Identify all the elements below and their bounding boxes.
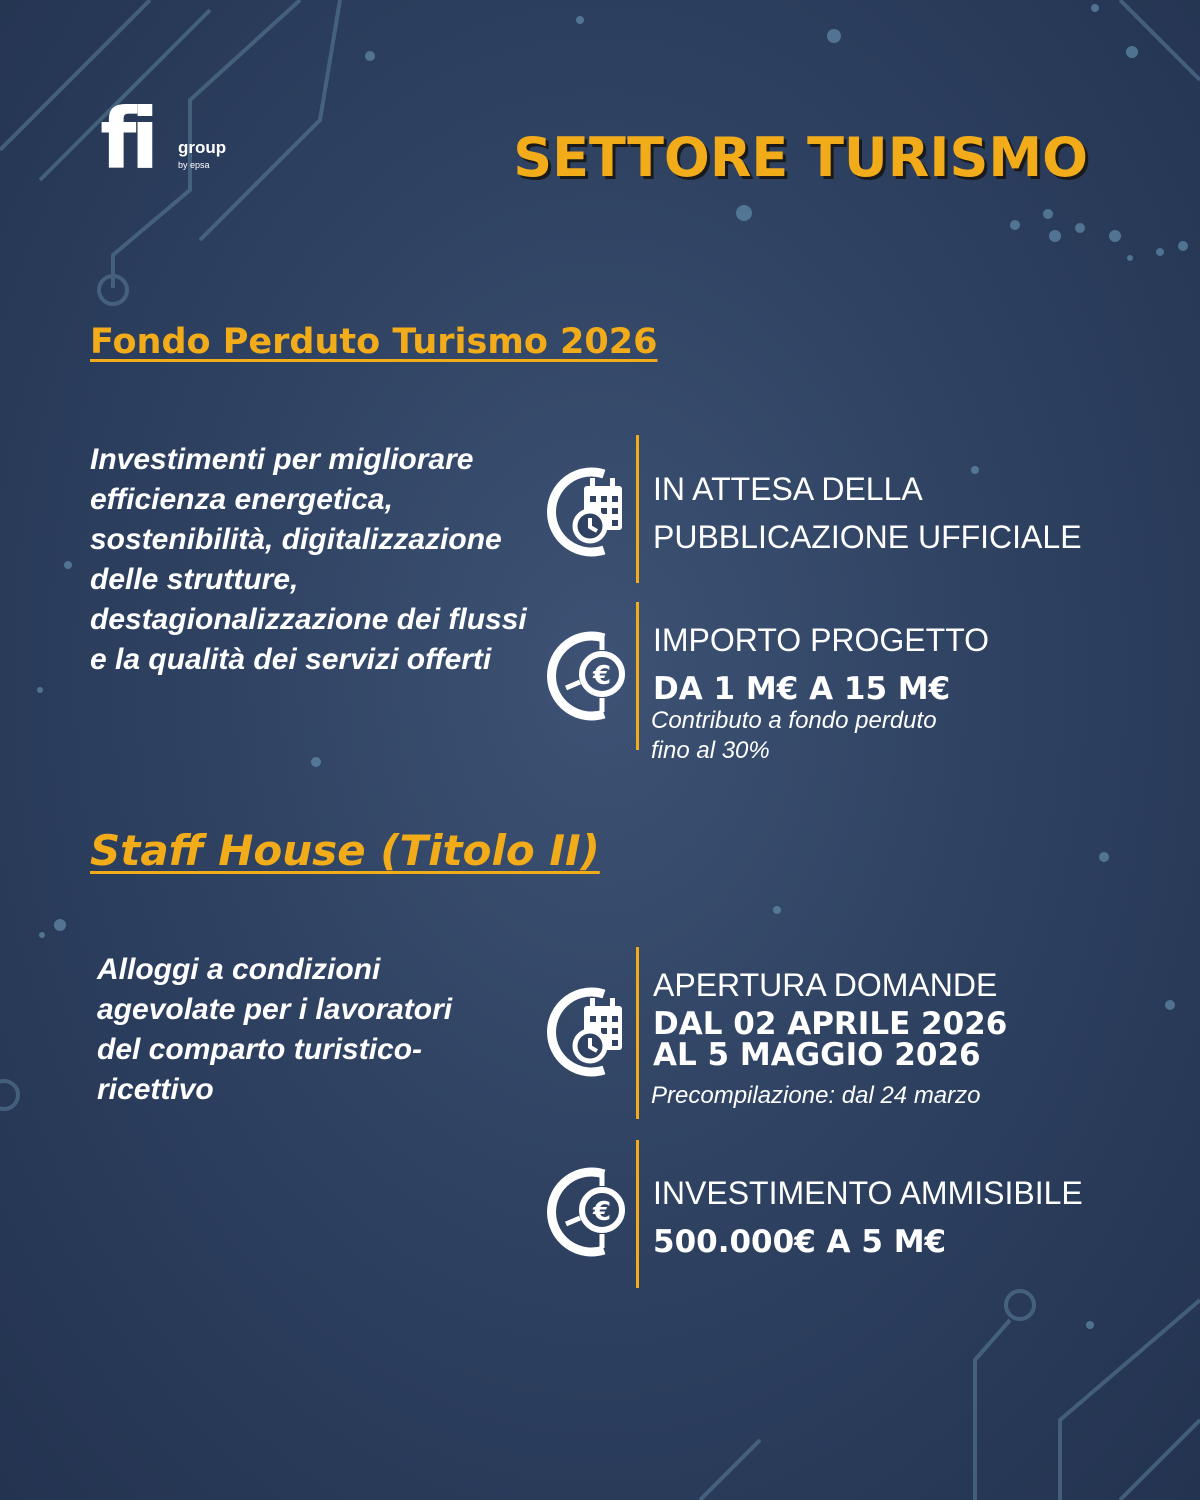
status-line-2: PUBBLICAZIONE UFFICIALE: [653, 519, 1082, 555]
calendar-clock-icon: [546, 452, 628, 572]
section-description-fondo-perduto: Investimenti per migliorare efficienza energetica, sostenibilità, digitalizzazione delle strutture, destagionalizzazione dei flussi e la qualità dei servizi offerti: [90, 443, 527, 676]
amount-label: IMPORTO PROGETTO: [653, 622, 990, 658]
status-line-1: IN ATTESA DELLA: [653, 471, 923, 507]
calendar-clock-icon: [546, 972, 628, 1092]
investment-label: INVESTIMENTO AMMISIBILE: [653, 1175, 1083, 1211]
amount-value: DA 1 M€ A 15 M€: [653, 671, 951, 707]
fi-group-logo: [100, 90, 250, 212]
euro-target-icon: [546, 1152, 628, 1272]
page-title: SETTORE TURISMO: [513, 126, 1088, 189]
logo-by-text: by epsa: [178, 160, 210, 170]
investment-value: 500.000€ A 5 M€: [653, 1224, 947, 1260]
divider: [636, 435, 639, 583]
logo-group-text: group: [178, 138, 227, 157]
dates-line-1: DAL 02 APRILE 2026: [653, 1006, 1008, 1042]
section-title-fondo-perduto: Fondo Perduto Turismo 2026: [90, 322, 658, 362]
section-description-staff-house: Alloggi a condizioni agevolate per i lavoratori del comparto turistico-ricettivo: [97, 953, 453, 1106]
amount-note-1: Contributo a fondo perduto: [651, 707, 937, 734]
euro-target-icon: [546, 616, 628, 736]
dates-line-2: AL 5 MAGGIO 2026: [653, 1037, 981, 1073]
dates-note: Precompilazione: dal 24 marzo: [651, 1082, 981, 1109]
logo-mark: fi: [100, 90, 154, 188]
divider: [636, 602, 639, 750]
svg-text:€: €: [592, 1197, 612, 1227]
dates-label: APERTURA DOMANDE: [653, 967, 998, 1003]
svg-text:€: €: [592, 661, 612, 691]
section-title-staff-house: Staff House (Titolo II): [90, 826, 600, 875]
divider: [636, 947, 639, 1119]
divider: [636, 1140, 639, 1288]
amount-note-2: fino al 30%: [651, 737, 770, 764]
